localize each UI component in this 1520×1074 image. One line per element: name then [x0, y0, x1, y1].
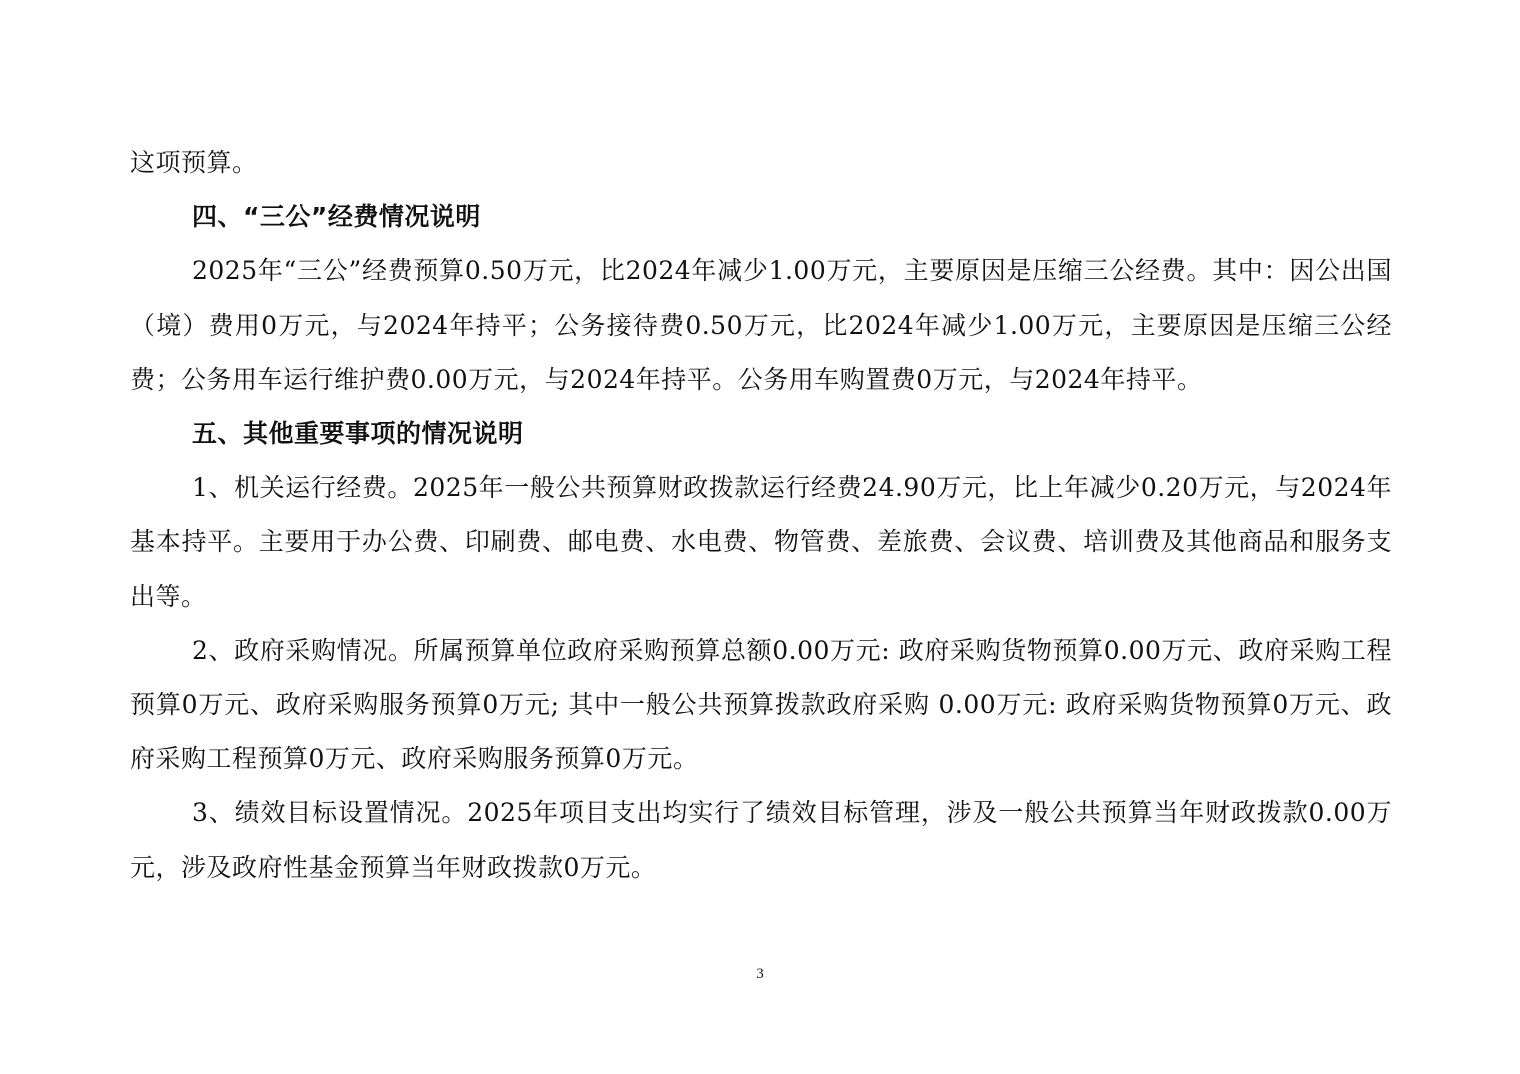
paragraph-operating-expenses: 1、机关运行经费。2025年一般公共预算财政拨款运行经费24.90万元，比上年减少0.20万元，与2024年基本持平。主要用于办公费、印刷费、邮电费、水电费、物管费、差旅费、会议费、培训费及其他商品和服务支出等。	[130, 473, 1392, 611]
paragraph-three-public-expenses: 2025年“三公”经费预算0.50万元，比2024年减少1.00万元，主要原因是压缩三公经费。其中：因公出国（境）费用0万元，与2024年持平；公务接待费0.50万元，比2024年减少1.00万元，主要原因是压缩三公经费；公务用车运行维护费0.00万元，与2024年持平。公务用车购置费0万元，与2024年持平。	[130, 256, 1392, 394]
paragraph-continuation: 这项预算。	[130, 148, 258, 177]
paragraph-performance-targets: 3、绩效目标设置情况。2025年项目支出均实行了绩效目标管理，涉及一般公共预算当年财政拨款0.00万元，涉及政府性基金预算当年财政拨款0万元。	[130, 798, 1392, 882]
section-heading-four: 四、“三公”经费情况说明	[192, 202, 481, 232]
document-body	[130, 136, 1392, 895]
section-heading-five: 五、其他重要事项的情况说明	[192, 419, 524, 449]
page-number: 3	[756, 966, 764, 982]
paragraph-government-procurement: 2、政府采购情况。所属预算单位政府采购预算总额0.00万元: 政府采购货物预算0.00万元、政府采购工程预算0万元、政府采购服务预算0万元; 其中一般公共预算拨款政府采购 0.00万元: 政府采购货物预算0万元、政府采购工程预算0万元、政府采购服务预算0万元。	[130, 635, 1392, 774]
